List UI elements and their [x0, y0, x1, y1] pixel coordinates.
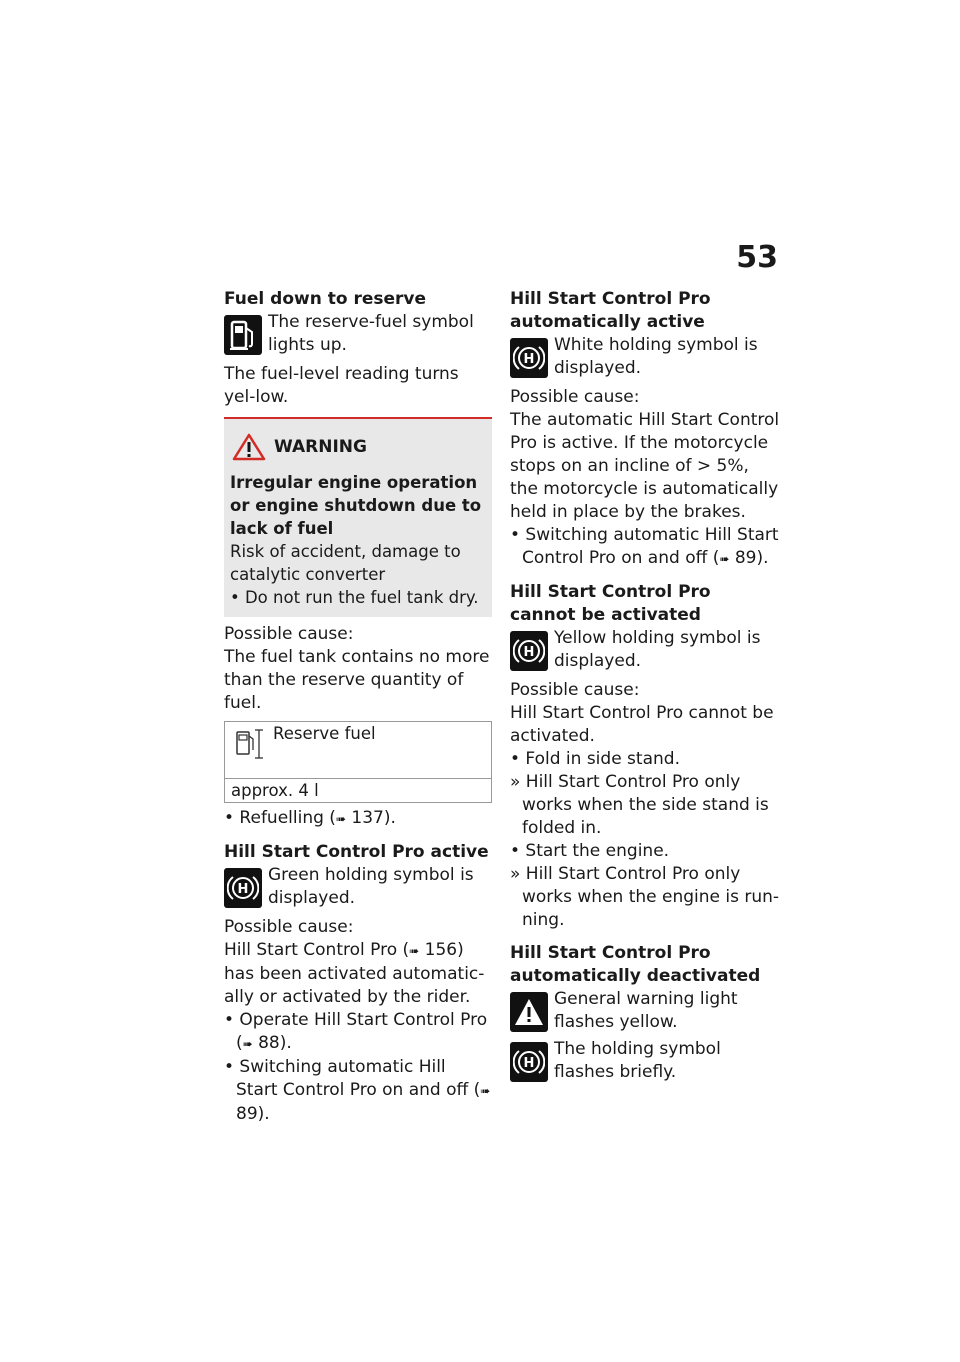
- hill-hold-icon: [510, 1042, 548, 1082]
- reserve-fuel-table: [224, 721, 492, 803]
- fuel-symbol-row: [224, 311, 492, 357]
- auto-active-bullet: • Switching automatic Hill Start Control Pro on and off (➠ 89).: [510, 525, 779, 568]
- fuel-pump-icon: [224, 315, 262, 355]
- deact-warning-text: General warning light flashes yellow.: [554, 989, 738, 1032]
- general-warning-icon: [510, 992, 548, 1032]
- fold-stand-bullet: • Fold in side stand.: [510, 749, 680, 769]
- reserve-fuel-value: approx. 4 l: [225, 779, 492, 803]
- auto-active-link[interactable]: 89).: [734, 548, 769, 568]
- reserve-fuel-label: Reserve fuel: [273, 724, 376, 743]
- fuel-reserve-heading: Fuel down to reserve: [224, 289, 426, 309]
- warning-risk: Risk of accident, damage to catalytic converter: [230, 542, 461, 584]
- deact-hold-row: [510, 1038, 782, 1084]
- deact-heading: Hill Start Control Pro automatically deactivated: [510, 943, 761, 986]
- page-number: 53: [736, 240, 778, 275]
- auto-active-cause-text: The automatic Hill Start Control Pro is active. If the motorcycle stops on an incline of > 5%, the motorcycle is automatically held in place by the brakes.: [510, 410, 780, 522]
- warning-triangle-icon: [232, 433, 266, 461]
- refuel-link[interactable]: 137).: [351, 808, 396, 828]
- cause-text: The fuel tank contains no more than the reserve quantity of fuel.: [224, 647, 490, 713]
- auto-active-cause-label: Possible cause:: [510, 387, 640, 407]
- hsc-active-cause-text: Hill Start Control Pro (➠ 156) has been activated automatic-ally or activated by the rider.: [224, 940, 485, 1007]
- hill-hold-icon: [224, 868, 262, 908]
- svg-text:H: H: [523, 645, 535, 660]
- operate-hsc-bullet: • Operate Hill Start Control Pro (➠ 88).: [224, 1010, 488, 1053]
- right-column: [510, 288, 782, 1084]
- auto-active-symbol-row: [510, 334, 782, 380]
- svg-text:H: H: [237, 882, 249, 897]
- ref-arrow-icon: ➠: [480, 1084, 491, 1098]
- cannot-symbol-text: Yellow holding symbol is displayed.: [554, 628, 761, 671]
- deact-warning-row: [510, 988, 782, 1034]
- switching-bullet: • Switching automatic Hill Start Control Pro on and off (➠ 89).: [224, 1057, 491, 1124]
- auto-active-symbol-text: White holding symbol is displayed.: [554, 335, 758, 378]
- fold-stand-result: » Hill Start Control Pro only works when the side stand is folded in.: [510, 772, 769, 838]
- ref-arrow-icon: ➠: [242, 1037, 253, 1051]
- hsc-active-symbol-row: [224, 864, 492, 910]
- auto-active-heading: Hill Start Control Pro automatically active: [510, 289, 711, 332]
- hsc-ref-link[interactable]: 156): [424, 940, 464, 960]
- cannot-symbol-row: [510, 627, 782, 673]
- cause-label: Possible cause:: [224, 624, 354, 644]
- svg-text:H: H: [523, 1056, 535, 1071]
- ref-arrow-icon: ➠: [409, 944, 420, 958]
- fuel-level-text: The fuel-level reading turns yel-low.: [224, 364, 459, 407]
- fuel-symbol-text: The reserve-fuel symbol lights up.: [268, 312, 474, 355]
- refuel-bullet: • Refuelling (➠ 137).: [224, 808, 396, 828]
- cannot-cause-label: Possible cause:: [510, 680, 640, 700]
- warning-heading: Irregular engine operation or engine shutdown due to lack of fuel: [230, 473, 482, 538]
- warning-bullet: • Do not run the fuel tank dry.: [230, 588, 479, 607]
- warning-title-row: [230, 433, 486, 461]
- hsc-active-heading: Hill Start Control Pro active: [224, 842, 489, 862]
- left-column: [224, 288, 492, 1126]
- ref-arrow-icon: ➠: [719, 552, 730, 566]
- cannot-cause-text: Hill Start Control Pro cannot be activated.: [510, 703, 774, 746]
- cannot-heading: Hill Start Control Pro cannot be activated: [510, 582, 711, 625]
- start-engine-result: » Hill Start Control Pro only works when the engine is run-ning.: [510, 864, 780, 930]
- operate-hsc-link[interactable]: 88).: [258, 1033, 292, 1053]
- hsc-active-symbol-text: Green holding symbol is displayed.: [268, 865, 474, 908]
- hsc-active-cause-label: Possible cause:: [224, 917, 354, 937]
- hill-hold-icon: [510, 631, 548, 671]
- switching-link[interactable]: 89).: [236, 1104, 270, 1124]
- start-engine-bullet: • Start the engine.: [510, 841, 670, 861]
- svg-text:H: H: [523, 352, 535, 367]
- reserve-fuel-table-header: [225, 722, 492, 779]
- warning-box: [224, 419, 492, 617]
- deact-hold-text: The holding symbol flashes briefly.: [554, 1039, 721, 1082]
- ref-arrow-icon: ➠: [335, 812, 346, 826]
- fuel-gauge-icon: [231, 724, 267, 764]
- warning-title: WARNING: [274, 437, 367, 457]
- hill-hold-icon: [510, 338, 548, 378]
